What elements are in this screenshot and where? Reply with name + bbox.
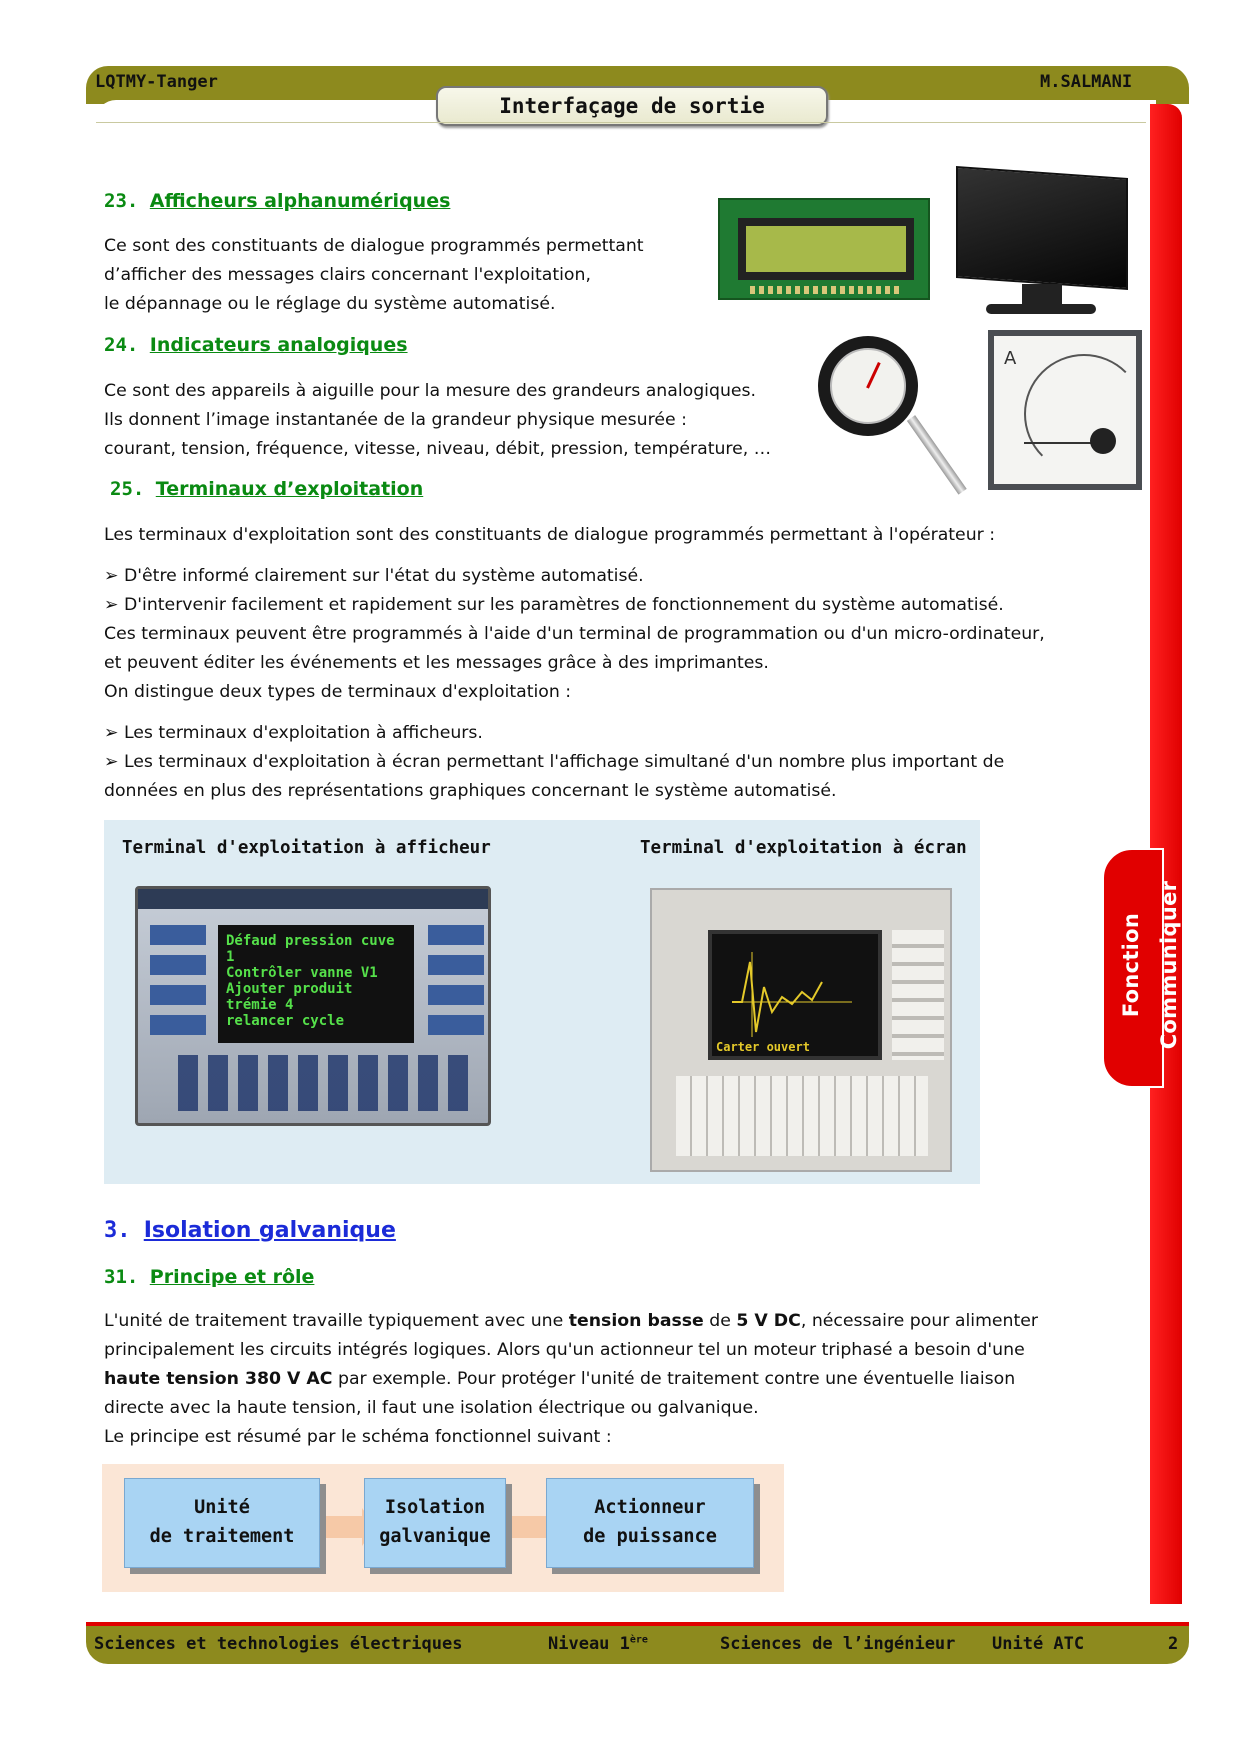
screen-line: Contrôler vanne V1 [226, 965, 378, 981]
screen-line: relancer cycle [226, 1013, 345, 1029]
text-line: principalement les circuits intégrés logiques. Alors qu'un actionneur tel un moteur triphasé a besoin d'une [104, 1340, 1025, 1360]
waveform-trace [712, 942, 878, 1042]
page-number: 2 [1168, 1634, 1179, 1654]
section-23-number: 23. [104, 190, 139, 212]
text-line: On distingue deux types de terminaux d'exploitation : [104, 682, 572, 702]
section-25-heading [110, 478, 423, 500]
terminal-2-label: Terminal d'exploitation à écran [640, 838, 967, 858]
arrow-right-icon [326, 1516, 362, 1538]
text-line: données en plus des représentations graphiques concernant le système automatisé. [104, 781, 837, 801]
lcd-module-image [718, 198, 930, 300]
section-31-heading [104, 1266, 314, 1288]
section-3-number: 3. [104, 1218, 131, 1243]
text-line: Le principe est résumé par le schéma fonctionnel suivant : [104, 1427, 612, 1447]
screen-line: Défaud pression cuve 1 [226, 933, 395, 965]
pressure-gauge-image [816, 330, 946, 500]
block-power-actuator: Actionneur de puissance [546, 1478, 754, 1568]
header-school: LQTMY-Tanger [95, 72, 218, 92]
header-author: M.SALMANI [1040, 72, 1133, 92]
section-24-text [104, 377, 771, 464]
text-line: Ce sont des constituants de dialogue programmés permettant [104, 236, 644, 256]
text-line: haute tension 380 V AC par exemple. Pour protéger l'unité de traitement contre une éventuelle liaison [104, 1369, 1016, 1389]
text-line: Ils donnent l’image instantanée de la grandeur physique mesurée : [104, 410, 687, 430]
section-25-number: 25. [110, 478, 145, 500]
section-25-title: Terminaux d’exploitation [155, 478, 424, 500]
section-23-heading [104, 190, 450, 212]
section-25-bullets-2 [104, 719, 1004, 806]
footer-subject: Sciences de l’ingénieur [720, 1634, 956, 1654]
text-line: courant, tension, fréquence, vitesse, niveau, débit, pression, température, … [104, 439, 772, 459]
text-line: Ces terminaux peuvent être programmés à l'aide d'un terminal de programmation ou d'un micro-ordinateur, [104, 624, 1045, 644]
text-line: Ce sont des appareils à aiguille pour la mesure des grandeurs analogiques. [104, 381, 757, 401]
bullet-item: ➢ D'intervenir facilement et rapidement sur les paramètres de fonctionnement du système automatisé. [104, 595, 1004, 615]
side-tab-label: Fonction Communiquer [1119, 880, 1181, 1050]
text-line: et peuvent éditer les événements et les messages grâce à des imprimantes. [104, 653, 769, 673]
text-line: le dépannage ou le réglage du système automatisé. [104, 294, 556, 314]
terminal-2-screen [708, 930, 882, 1060]
monitor-image [956, 172, 1132, 316]
section-31-number: 31. [104, 1266, 139, 1288]
arrow-right-icon [512, 1516, 548, 1538]
terminal-screen-image [650, 888, 952, 1172]
section-23-title: Afficheurs alphanumériques [149, 190, 451, 212]
footer-unit: Unité ATC [992, 1634, 1085, 1654]
section-3-title: Isolation galvanique [143, 1218, 396, 1243]
terminal-1-label: Terminal d'exploitation à afficheur [122, 838, 491, 858]
ammeter-image [988, 330, 1142, 490]
section-31-title: Principe et rôle [149, 1266, 315, 1288]
bullet-item: ➢ Les terminaux d'exploitation à afficheurs. [104, 723, 483, 743]
section-24-number: 24. [104, 334, 139, 356]
page-title: Interfaçage de sortie [436, 86, 828, 126]
section-23-text [104, 232, 644, 319]
screen-line: Ajouter produit trémie 4 [226, 981, 353, 1013]
block-processing-unit: Unité de traitement [124, 1478, 320, 1568]
section-25-intro: Les terminaux d'exploitation sont des constituants de dialogue programmés permettant à l'opérateur : [104, 525, 996, 545]
text-line: L'unité de traitement travaille typiquement avec une tension basse de 5 V DC, nécessaire pour alimenter [104, 1311, 1039, 1331]
terminal-1-screen [218, 925, 414, 1043]
text-line: directe avec la haute tension, il faut une isolation électrique ou galvanique. [104, 1398, 759, 1418]
bullet-item: ➢ D'être informé clairement sur l'état du système automatisé. [104, 566, 644, 586]
terminal-2-screen-label: Carter ouvert [716, 1040, 810, 1054]
footer-level: Niveau 1ère [548, 1634, 648, 1654]
section-25-bullets-1 [104, 562, 1045, 707]
header-rule [96, 122, 1146, 123]
section-31-text [104, 1307, 1038, 1452]
section-24-title: Indicateurs analogiques [149, 334, 408, 356]
section-24-heading [104, 334, 408, 356]
bullet-item: ➢ Les terminaux d'exploitation à écran permettant l'affichage simultané d'un nombre plus important de [104, 752, 1005, 772]
block-galvanic-isolation: Isolation galvanique [364, 1478, 506, 1568]
section-3-heading [104, 1218, 396, 1243]
ammeter-letter: A [1004, 348, 1017, 369]
terminal-display-image [135, 886, 491, 1126]
footer-field: Sciences et technologies électriques [94, 1634, 463, 1654]
text-line: d’afficher des messages clairs concernant l'exploitation, [104, 265, 591, 285]
